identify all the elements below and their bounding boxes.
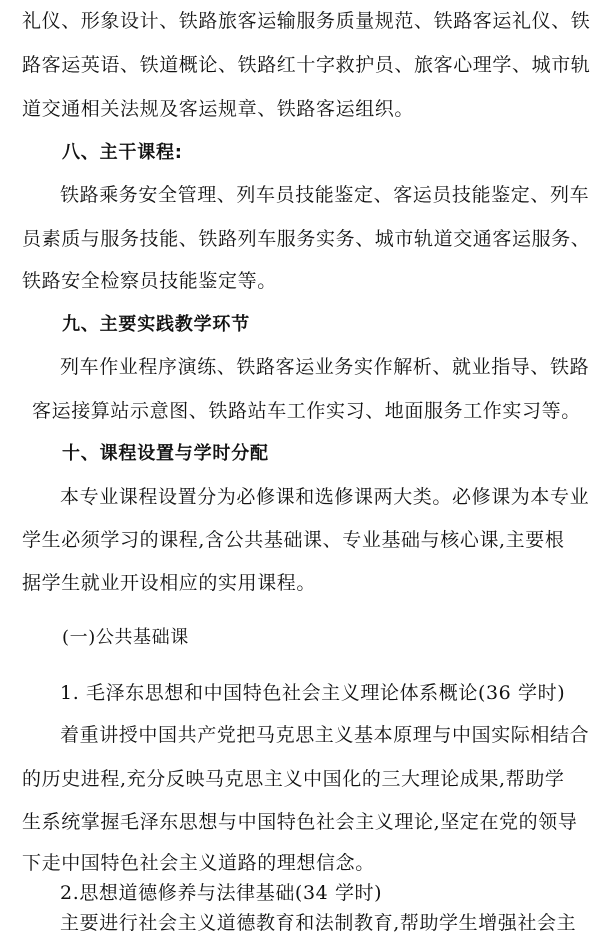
paragraph-line: 生系统掌握毛泽东思想与中国特色社会主义理论,坚定在党的领导 [22, 811, 578, 833]
paragraph-line: 主要进行社会主义道德教育和法制教育,帮助学生增强社会主 [60, 912, 577, 934]
paragraph-line: 本专业课程设置分为必修课和选修课两大类。必修课为本专业 [60, 486, 590, 508]
paragraph-line: 下走中国特色社会主义道路的理想信念。 [22, 852, 375, 874]
paragraph-line: 学生必须学习的课程,含公共基础课、专业基础与核心课,主要根 [22, 529, 565, 551]
course-title: 1. 毛泽东思想和中国特色社会主义理论体系概论(36 学时) [60, 682, 566, 704]
paragraph-line: 铁路安全检察员技能鉴定等。 [22, 270, 277, 292]
section-heading-9: 九、主要实践教学环节 [62, 314, 250, 335]
paragraph-line: 着重讲授中国共产党把马克思主义基本原理与中国实际相结合 [60, 724, 590, 746]
paragraph-line: 客运接算站示意图、铁路站车工作实习、地面服务工作实习等。 [32, 400, 581, 422]
paragraph-line: 据学生就业开设相应的实用课程。 [22, 572, 317, 594]
subsection-title: (一)公共基础课 [62, 627, 189, 648]
paragraph-line: 礼仪、形象设计、铁路旅客运输服务质量规范、铁路客运礼仪、铁 [22, 10, 591, 32]
paragraph-line: 员素质与服务技能、铁路列车服务实务、城市轨道交通客运服务、 [22, 228, 591, 250]
paragraph-line: 铁路乘务安全管理、列车员技能鉴定、客运员技能鉴定、列车 [60, 184, 590, 206]
section-heading-8: 八、主干课程: [62, 142, 183, 163]
paragraph-line: 列车作业程序演练、铁路客运业务实作解析、就业指导、铁路 [60, 356, 590, 378]
paragraph-line: 道交通相关法规及客运规章、铁路客运组织。 [22, 98, 415, 120]
paragraph-line: 路客运英语、铁道概论、铁路红十字救护员、旅客心理学、城市轨 [22, 54, 591, 76]
paragraph-line: 的历史进程,充分反映马克思主义中国化的三大理论成果,帮助学 [22, 768, 565, 790]
section-heading-10: 十、课程设置与学时分配 [62, 443, 269, 464]
course-title: 2.思想道德修养与法律基础(34 学时) [60, 882, 383, 904]
